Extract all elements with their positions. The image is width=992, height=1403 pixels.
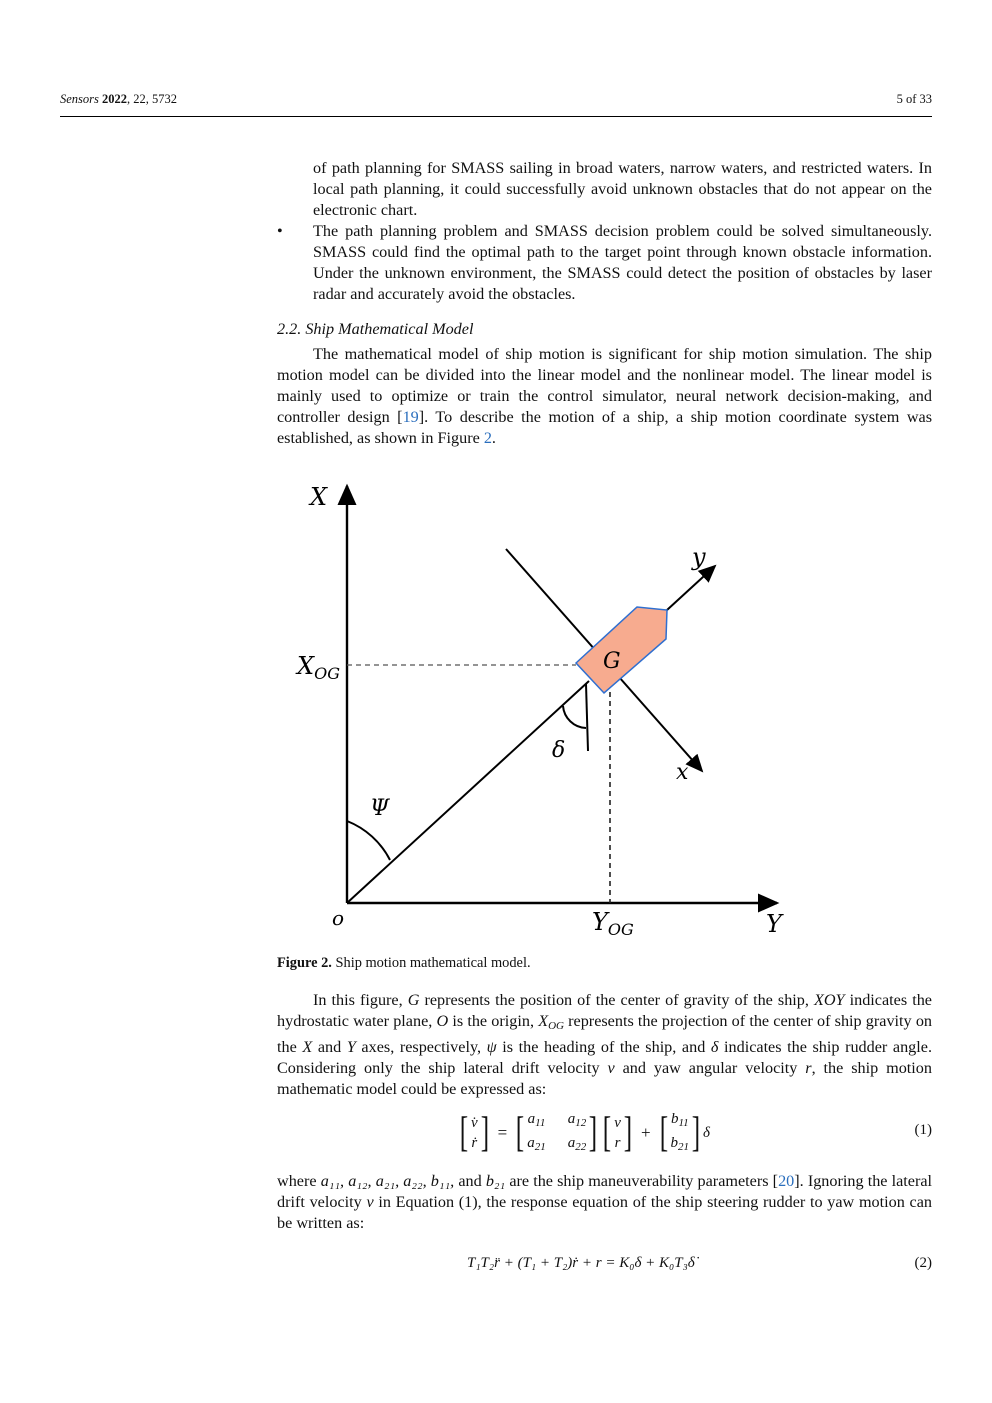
running-header bbox=[60, 92, 932, 107]
intro-block bbox=[277, 158, 932, 449]
label-ship-x: x bbox=[676, 760, 689, 785]
label-X: X bbox=[310, 483, 328, 511]
citation-link-20[interactable]: 20 bbox=[778, 1172, 795, 1190]
matrix-B: [ $b_{11}$ $b_{21}$ ] bbox=[659, 1110, 701, 1156]
lhs-vector: [ v̇ ṙ ] bbox=[459, 1110, 489, 1156]
explanation-block bbox=[277, 990, 932, 1100]
equation-1 bbox=[277, 1110, 932, 1156]
label-YOG: $Y_{OG}$ bbox=[592, 908, 634, 939]
journal-name: Sensors bbox=[60, 92, 99, 106]
explanation-paragraph: In this figure, G represents the position of the center of gravity of the ship, XOY indicates the hydrostatic water plane, O is the origin, $X_{OG}$ represents the projection of the center of ship gravity on the X and Y axes, respectively, ψ is the heading of the ship, and δ indicates the ship rudder angle. Considering only the ship lateral drift velocity v and yaw angular velocity r, the ship motion mathematic model could be expressed as: bbox=[277, 991, 933, 1098]
para-text: ]. To describe the motion of a ship, a ship motion coordinate system was established, as shown in Figure bbox=[277, 408, 932, 447]
rudder-line bbox=[586, 684, 588, 751]
figure-ship-model bbox=[280, 470, 800, 955]
plus-sign: + bbox=[640, 1123, 651, 1142]
bullet-text: The path planning problem and SMASS decision problem could be solved simultaneously. SMASS could find the optimal path to the target point through known obstacle information. Under the unknown environment, the SMASS could detect the position of obstacles by laser radar and accurately avoid the obstacles. bbox=[313, 222, 932, 303]
label-O: o bbox=[332, 906, 345, 930]
figure-caption bbox=[277, 955, 531, 972]
equation-number-2: (2) bbox=[914, 1255, 932, 1271]
psi-arc bbox=[347, 821, 390, 860]
bullet-icon: • bbox=[277, 222, 283, 240]
label-ship-y: y bbox=[692, 543, 706, 571]
parameters-block bbox=[277, 1171, 932, 1234]
citation-link-19[interactable]: 19 bbox=[402, 408, 419, 426]
volume-article: , 22, 5732 bbox=[127, 92, 178, 106]
matrix-A: [ $a_{11}$ $a_{12}$ $a_{21}$ $a_{22}$ ] bbox=[516, 1110, 598, 1156]
bullet-continuation: of path planning for SMASS sailing in broad waters, narrow waters, and restricted waters. In local path planning, it could successfully avoid unknown obstacles that do not appear on the electronic chart. bbox=[313, 159, 932, 219]
section-heading: 2.2. Ship Mathematical Model bbox=[277, 320, 474, 338]
journal-year: 2022 bbox=[102, 92, 128, 106]
label-psi: Ψ bbox=[370, 796, 390, 821]
para-text: The mathematical model of ship motion is significant for ship motion simulation. The ship motion model can be divided into the linear model and the nonlinear model. The linear model is mainly used to optimize or train the control simulator, neural network decision-making, and controller design [ bbox=[277, 345, 932, 426]
section-paragraph bbox=[277, 344, 932, 449]
delta-symbol: δ bbox=[703, 1124, 711, 1141]
label-G: G bbox=[603, 649, 621, 674]
ship-diagram bbox=[280, 470, 800, 950]
label-Y: Y bbox=[766, 910, 782, 938]
parameters-paragraph: where a₁₁, a₁₂, a₂₁, a₂₂, b₁₁, and b₂₁ are the ship maneuverability parameters [20]. Ignoring the lateral drift velocity v in Equation (1), the response equation of the ship steering rudder to yaw motion can be written as: bbox=[277, 1172, 933, 1232]
para-text: . bbox=[491, 429, 496, 447]
caption-text: Ship motion mathematical model. bbox=[331, 955, 531, 971]
page-number: 5 of 33 bbox=[896, 92, 932, 106]
label-delta: δ bbox=[552, 738, 566, 763]
bullet-item bbox=[277, 221, 932, 305]
equation-number-1: (1) bbox=[914, 1122, 932, 1138]
equation-2-body: T₁T₂r̈ + (T₁ + T₂)ṙ + r = K₀δ + K₀T₃δ̇ bbox=[467, 1255, 695, 1271]
header-rule bbox=[60, 116, 932, 117]
ship-y-axis bbox=[667, 566, 715, 610]
heading-line bbox=[347, 681, 589, 903]
figure-link-2[interactable]: 2 bbox=[483, 429, 492, 447]
label-XOG: $X_{OG}$ bbox=[297, 652, 340, 683]
delta-arc bbox=[563, 706, 586, 728]
state-vector: [ v r ] bbox=[603, 1110, 633, 1156]
equals-sign: = bbox=[497, 1123, 508, 1142]
caption-label: Figure 2. bbox=[277, 955, 332, 971]
